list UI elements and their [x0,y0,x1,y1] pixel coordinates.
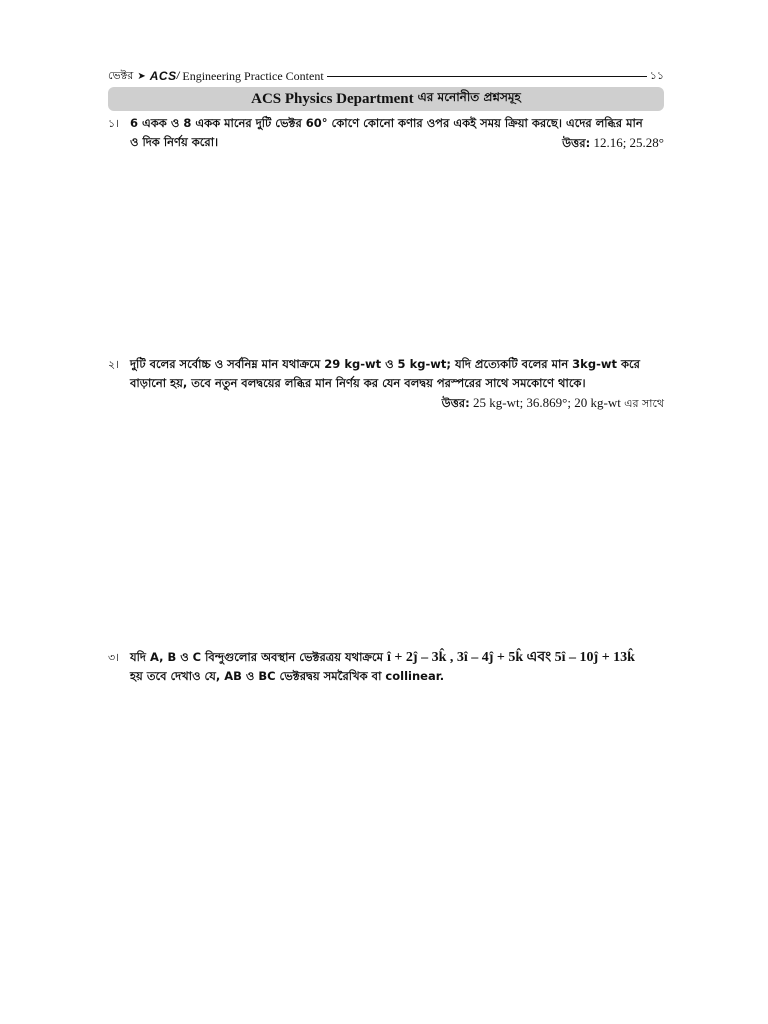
header-subject: ভেক্টর [108,68,134,82]
question-2 [108,355,668,413]
question-2-number: ২। [108,358,120,371]
answer-tail: এর সাথে [624,397,664,410]
question-2-answer [108,393,668,413]
page-number: ১১ [649,68,664,82]
section-banner [108,87,664,111]
answer-label: উত্তর: [562,136,591,150]
question-2-line-1 [108,355,668,374]
answer-value: 12.16; 25.28° [593,135,664,150]
question-3-text-1: যদি A, B ও C বিন্দুগুলোর অবস্থান ভেক্টরত্রয় যথাক্রমে [130,650,384,664]
header-content-title: Engineering Practice Content [182,68,324,83]
header-rule [327,76,647,77]
question-1-text-1: 6 একক ও 8 একক মানের দুটি ভেক্টর 60° কোণে কোনো কণার ওপর একই সময় ক্রিয়া করছে। এদের লব্ধির মান [130,116,643,130]
question-2-text-1: দুটি বলের সর্বোচ্চ ও সর্বনিম্ন মান যথাক্রমে 29 kg-wt ও 5 kg-wt; যদি প্রত্যেকটি বলের মান 3kg-wt করে [130,357,640,371]
question-3-text-2: হয় তবে দেখাও যে, AB ও BC ভেক্টরদ্বয় সমরৈখিক বা collinear. [130,669,445,683]
acs-logo: ACS [149,69,177,83]
question-1-line-1 [108,114,668,133]
chevron-right-icon: ➤ [137,70,146,82]
answer-label: উত্তর: [441,396,470,410]
page-header [108,68,664,84]
position-vectors: î + 2ĵ – 3k̂ , 3î – 4ĵ + 5k̂ এবং 5î – 10ĵ + 13k̂ [387,650,635,665]
question-2-text-2: বাড়ানো হয়, তবে নতুন বলদ্বয়ের লব্ধির মান নির্ণয় কর যেন বলদ্বয় পরস্পরের সাথে সমকোণে থাকে। [130,376,586,390]
question-1-text-2: ও দিক নির্ণয় করো। [130,135,219,149]
question-1-number: ১। [108,117,120,130]
acs-logo-mark: / [176,70,180,82]
question-1 [108,114,668,152]
banner-title: ACS Physics Department [251,90,414,107]
question-3-number: ৩। [108,651,120,664]
banner-subtitle: এর মনোনীত প্রশ্নসমূহ [417,90,521,104]
answer-value: 25 kg-wt; 36.869°; 20 kg-wt [472,395,621,410]
question-3-line-1 [108,648,668,667]
question-1-answer [562,133,664,153]
question-3 [108,648,668,686]
